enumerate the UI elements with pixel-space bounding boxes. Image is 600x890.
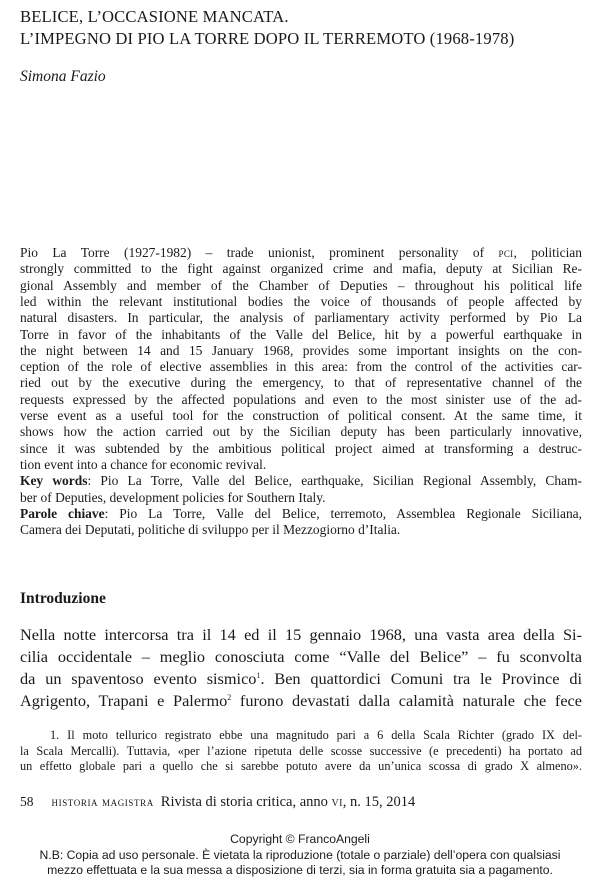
abstract-line: Torre in favor of the inhabitants of the Valle del Belice, hit by a powerful earthquake in	[20, 326, 582, 342]
abstract-line: requests expressed by the affected populations and even to the most sinister use of the ad-	[20, 391, 582, 407]
intro-text: . Ben quattordici Comuni tra le Province di	[260, 669, 582, 688]
abstract-line: ception of the role of elective assemblies in this area: from the control of the activities car-	[20, 359, 582, 375]
parole-chiave-text: : Pio La Torre, Valle del Belice, terremoto, Assemblea Regionale Siciliana,	[104, 505, 583, 521]
keywords-line: ber of Deputies, development policies for Southern Italy.	[20, 489, 326, 505]
abstract-line: tion event into a chance for economic revival.	[20, 456, 267, 472]
journal-issue: , n. 15, 2014	[342, 794, 416, 810]
footnote-ref-2[interactable]: 2	[227, 693, 232, 702]
intro-line	[20, 669, 582, 689]
abstract-line: strongly committed to the fight against organized crime and mafia, deputy at Sicilian Re-	[20, 261, 582, 277]
intro-text: da un spaventoso evento sismico	[20, 669, 257, 688]
copyright-disclaimer-line: N.B: Copia ad uso personale. È vietata la riproduzione (totale o parziale) dell’opera con qualsiasi	[39, 847, 561, 862]
intro-line	[20, 691, 582, 711]
pci-acronym: pci	[498, 245, 514, 260]
journal-citation: Rivista di storia critica, anno	[160, 794, 332, 810]
keywords-text: : Pio La Torre, Valle del Belice, earthquake, Sicilian Regional Assembly, Cham-	[87, 473, 582, 489]
parole-chiave-label: Parole chiave	[20, 505, 105, 521]
abstract-line: led within the relevant institutional bodies the voice of thousands of people affected by	[20, 293, 582, 309]
parole-chiave-line: Camera dei Deputati, politiche di sviluppo per il Mezzogiorno d’Italia.	[20, 522, 401, 538]
abstract-line: shows how the action carried out by the Sicilian deputy has been particularly innovative,	[20, 424, 582, 440]
journal-volume: vi	[331, 794, 343, 810]
footnote-line: la Scala Mercalli). Tuttavia, «per l’azione ripetuta delle scosse successive (e precedenti) ha portato ad	[20, 743, 582, 758]
intro-text: furono devastati dalla calamità naturale che fece	[231, 691, 582, 710]
article-title-line-2: L’IMPEGNO DI PIO LA TORRE DOPO IL TERREMOTO (1968-1978)	[20, 29, 515, 48]
keywords-line	[20, 473, 582, 489]
abstract-text: Pio La Torre (1927-1982) – trade unionist, prominent personality of	[20, 245, 499, 260]
page-number: 58	[20, 794, 34, 809]
copyright-line: Copyright © FrancoAngeli	[230, 832, 370, 846]
abstract-line	[20, 245, 582, 261]
abstract-line: gional Assembly and member of the Chamber of Deputies – throughout his political life	[20, 277, 582, 293]
footnote-line: 1. Il moto tellurico registrato ebbe una magnitudo pari a 6 della Scala Richter (grado IX del-	[50, 728, 582, 742]
footnote-ref-1[interactable]: 1	[256, 671, 261, 680]
abstract-text: , politician	[513, 245, 582, 260]
abstract-line: the night between 14 and 15 January 1968, provides some important insights on the con-	[20, 342, 582, 358]
abstract-line: verse event as a useful tool for the construction of political consent. At the same time, it	[20, 408, 582, 423]
abstract-line: since it was subtended by the ambitious political project aimed at transforming a destruc-	[20, 440, 582, 456]
author-name: Simona Fazio	[20, 68, 106, 85]
copyright-disclaimer-line: mezzo effettuata e la sua messa a disposizione di terzi, sia in forma gratuita sia a pagamento.	[47, 863, 553, 877]
intro-text: Agrigento, Trapani e Palermo	[20, 691, 228, 710]
article-title-line-1: BELICE, L’OCCASIONE MANCATA.	[20, 7, 289, 26]
intro-line: Nella notte intercorsa tra il 14 ed il 15 gennaio 1968, una vasta area della Si-	[20, 625, 582, 644]
footnote-line: un effetto globale pari a quello che si sarebbe potuto avere da un’unica scossa di grado X almeno».	[20, 759, 582, 773]
intro-line: cilia occidentale – meglio conosciuta come “Valle del Belice” – fu sconvolta	[20, 647, 582, 666]
abstract-line: ried out by the executive during the emergency, to that of representative channel of the	[20, 375, 582, 391]
page-footer	[20, 794, 415, 811]
section-heading-introduzione: Introduzione	[20, 590, 106, 607]
abstract-line: natural disasters. In particular, the analysis of parliamentary activity performed by Pio La	[20, 310, 582, 326]
keywords-label: Key words	[20, 473, 88, 489]
parole-chiave-line	[20, 506, 582, 522]
journal-name: historia magistra	[51, 794, 154, 809]
